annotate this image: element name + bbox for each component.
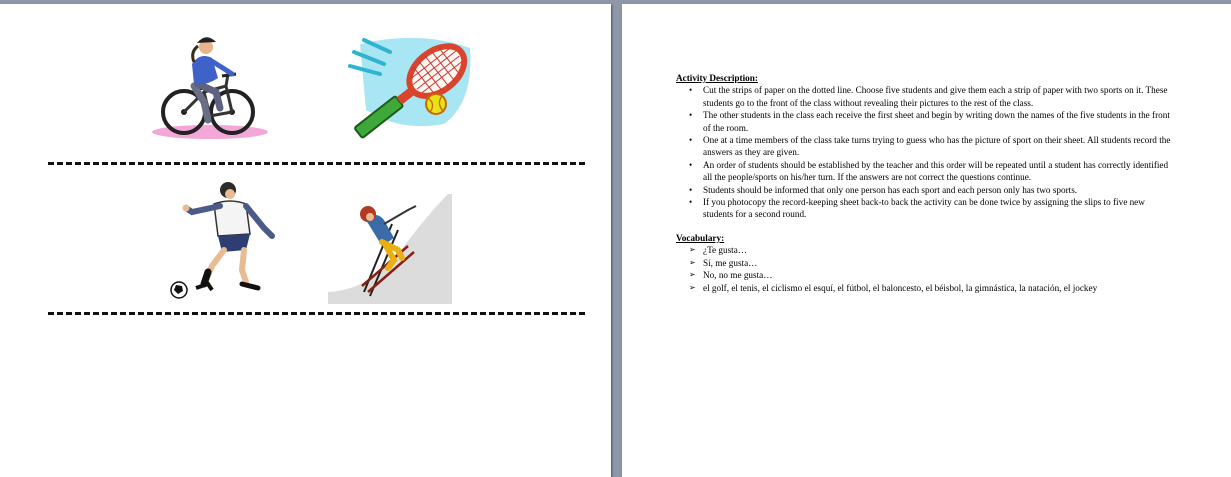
- activity-item: • Students should be informed that only one person has each sport and each person only has two sports.: [703, 184, 1176, 196]
- cut-line-dashed: [48, 312, 585, 315]
- activity-heading: Activity Description:: [676, 73, 758, 83]
- cut-line-dashed: [48, 162, 585, 165]
- activity-item: • The other students in the class each receive the first sheet and begin by writing down the names of the five students in the front of the room.: [703, 109, 1176, 134]
- activity-text-block: [676, 72, 1176, 294]
- vocabulary-item: ➢ ¿Te gusta…: [703, 244, 1176, 256]
- activity-list: [676, 84, 1176, 220]
- cyclist-clipart: [148, 30, 270, 142]
- activity-item: • One at a time members of the class take turns trying to guess who has the picture of sport on their sheet. All students record the answers as they are given.: [703, 134, 1176, 159]
- vocabulary-heading: Vocabulary:: [676, 232, 725, 243]
- document-page-right: [622, 4, 1231, 477]
- vocabulary-item: ➢ No, no me gusta…: [703, 269, 1176, 281]
- activity-item: • If you photocopy the record-keeping sheet back-to back the activity can be done twice by assigning the slips to five new students for a second round.: [703, 196, 1176, 221]
- tennis-racket-clipart: [340, 32, 476, 144]
- soccer-player-clipart: [168, 180, 280, 302]
- activity-item: • Cut the strips of paper on the dotted line. Choose five students and give them each a strip of paper with two sports on it. These students go to the front of the class without revealing their pictures to the rest of the class.: [703, 84, 1176, 109]
- skier-clipart: [328, 194, 452, 304]
- document-page-left: [0, 4, 611, 477]
- vocabulary-item: ➢ Sí, me gusta…: [703, 257, 1176, 269]
- activity-item: • An order of students should be established by the teacher and this order will be repeated until a student has correctly identified all the people/sports on his/her turn. If the answers are not correct the questions continue.: [703, 159, 1176, 184]
- vocabulary-item: ➢ el golf, el tenis, el ciclismo el esquí, el fútbol, el baloncesto, el béisbol, la gimnástica, la natación, el jockey: [703, 282, 1176, 294]
- vocabulary-list: [676, 244, 1176, 294]
